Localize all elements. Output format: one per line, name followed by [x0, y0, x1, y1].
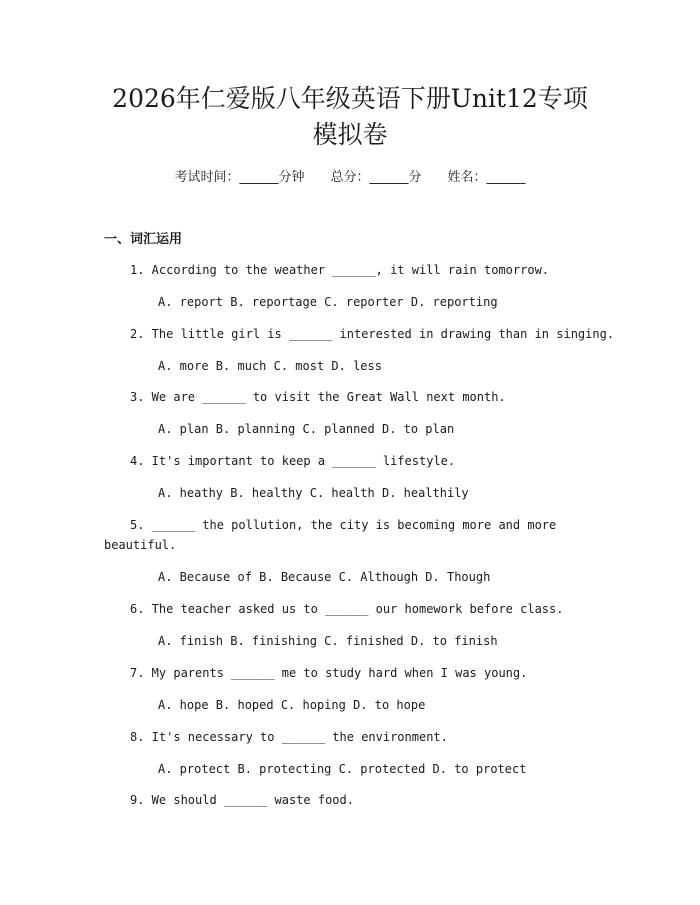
exam-time-field: 考试时间：______分钟: [174, 170, 305, 185]
question-9-stem: 9. We should ______ waste food.: [130, 793, 354, 807]
question-7-options: A. hope B. hoped C. hoping D. to hope: [158, 698, 426, 712]
page-title-line-2: 模拟卷: [312, 120, 388, 149]
question-2-stem: 2. The little girl is ______ interested in drawing than in singing.: [130, 327, 615, 341]
question-1-options: A. report B. reportage C. reporter D. reporting: [158, 295, 498, 309]
question-8-stem: 8. It's necessary to ______ the environment.: [130, 730, 448, 744]
question-1-stem: 1. According to the weather ______, it will rain tomorrow.: [130, 263, 550, 277]
exam-info-line: [0, 168, 700, 188]
question-5-stem-continued: beautiful.: [104, 538, 177, 552]
section-heading: 一、词汇运用: [104, 232, 183, 247]
question-4-stem: 4. It's important to keep a ______ lifestyle.: [130, 454, 456, 468]
question-3-options: A. plan B. planning C. planned D. to plan: [158, 422, 455, 436]
page-title-line-1: 2026年仁爱版八年级英语下册Unit12专项: [112, 84, 588, 113]
question-6-stem: 6. The teacher asked us to ______ our homework before class.: [130, 602, 564, 616]
total-score-field: 总分：______分: [330, 170, 422, 185]
question-3-stem: 3. We are ______ to visit the Great Wall next month.: [130, 390, 506, 404]
question-5-options: A. Because of B. Because C. Although D. Though: [158, 570, 491, 584]
name-field: 姓名：______: [447, 170, 526, 185]
question-7-stem: 7. My parents ______ me to study hard when I was young.: [130, 666, 528, 680]
question-4-options: A. heathy B. healthy C. health D. healthily: [158, 486, 469, 500]
question-2-options: A. more B. much C. most D. less: [158, 359, 382, 373]
question-6-options: A. finish B. finishing C. finished D. to finish: [158, 634, 498, 648]
question-8-options: A. protect B. protecting C. protected D. to protect: [158, 762, 527, 776]
question-5-stem: 5. ______ the pollution, the city is becoming more and more: [130, 518, 557, 532]
